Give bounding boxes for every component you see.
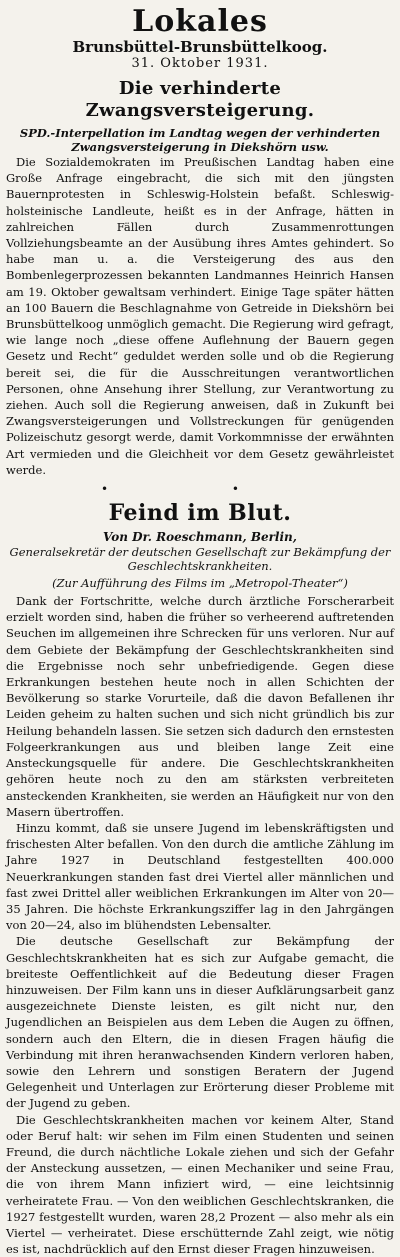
article-headline: Die verhinderte Zwangsversteigerung. bbox=[85, 78, 315, 121]
article-paragraph: Hinzu kommt, daß sie unsere Jugend im lebenskräftigsten und frischesten Alter befallen. Von den durch die amtliche Zählung im Jahre 1927 in Deutschland festgestellten 400.000 Neuerkrankungen standen fast drei Viertel aller männlichen und fast zwei Drittel aller weiblichen Erkrankungen im Alter von 20—35 Jahren. Die höchste Erkrankungsziffer lag in den Jahrgängen von 20—24, also im blühendsten Lebensalter. bbox=[6, 820, 394, 933]
article-body bbox=[6, 593, 394, 1257]
article-paragraph: Die Geschlechtskrankheiten machen vor keinem Alter, Stand oder Beruf halt: wir sehen im Film einen Studenten und seinen Freund, die durch nächtliche Lokale ziehen und sich der Gefahr der Ansteckung aussetzen, — einen Mechaniker und seine Frau, die von ihrem Mann infiziert wird, — eine leichtsinnig verheiratete Frau. — Von den weiblichen Geschlechtskranken, die 1927 festgestellt wurden, waren 28,2 Prozent — also mehr als ein Viertel — verheiratet. Diese erschütternde Zahl zeigt, wie nötig es ist, nachdrücklich auf den Ernst dieser Fragen hinzuweisen. bbox=[6, 1112, 394, 1257]
article-paragraph: Die deutsche Gesellschaft zur Bekämpfung der Geschlechtskrankheiten hat es sich zur Aufgabe gemacht, die breiteste Oeffentlichkeit auf die Bedeutung dieser Fragen hinzuweisen. Der Film kann uns in dieser Aufklärungsarbeit ganz ausgezeichnete Dienste leisten, es gilt nicht nur, den Jugendlichen an Beispielen aus dem Leben die Augen zu öffnen, sondern auch den Eltern, die in diesen Fragen häufig die Verbindung mit ihren heranwachsenden Kindern verloren haben, sowie den Lehrern und sonstigen Beratern der Jugend Gelegenheit und Unterlagen zur Erörterung dieser Probleme mit der Jugend zu geben. bbox=[6, 934, 394, 1111]
article-subheadline: SPD.-Interpellation im Landtag wegen der verhinderten Zwangsversteigerung in Diekshörn usw. bbox=[19, 126, 381, 154]
article-headline: Feind im Blut. bbox=[108, 500, 292, 527]
article-author: Von Dr. Roeschmann, Berlin, bbox=[103, 530, 297, 545]
author-role: Generalsekretär der deutschen Gesellschaft zur Bekämpfung der Geschlechtskrankheiten. bbox=[9, 545, 391, 574]
article-note: (Zur Aufführung des Films im „Metropol-Theater“) bbox=[52, 576, 348, 591]
article-body bbox=[6, 154, 394, 478]
section-masthead: Lokales bbox=[132, 4, 268, 39]
article-zwangsversteigerung bbox=[6, 78, 394, 478]
article-separator: • • bbox=[101, 482, 299, 497]
article-feind-im-blut bbox=[6, 500, 394, 1257]
dateline-date: 31. Oktober 1931. bbox=[131, 56, 269, 71]
dateline-place: Brunsbüttel-Brunsbüttelkoog. bbox=[72, 38, 328, 56]
article-paragraph: Die Sozialdemokraten im Preußischen Landtag haben eine Große Anfrage eingebracht, die sich mit den jüngsten Bauernprotesten in Schleswig-Holstein befaßt. Schleswig-holsteinische Landleute, heißt es in der Anfrage, hätten in zahlreichen Fällen durch Zusammenrottungen Vollziehungsbeamte an der Ausübung ihres Amtes gehindert. So habe man u. a. die Versteigerung des aus den Bombenlegerprozessen bekannten Landmannes Heinrich Hansen am 19. Oktober gewaltsam verhindert. Einige Tage später hätten an 100 Bauern die Beschlagnahme von Getreide in Diekshörn bei Brunsbüttelkoog unmöglich gemacht. Die Regierung wird gefragt, wie lange noch „diese offene Auflehnung der Bauern gegen Gesetz und Recht“ geduldet werden solle und ob die Regierung bereit sei, die für die Ausschreitungen verantwortlichen Personen, ohne Ansehung ihrer Stellung, zur Verantwortung zu ziehen. Auch soll die Regierung anweisen, daß in Zukunft bei Zwangsversteigerungen und Vollstreckungen für genügenden Polizeischutz gesorgt werde, damit Vorkommnisse der erwähnten Art vermieden und die Gleichheit vor dem Gesetz gewährleistet werde. bbox=[6, 155, 395, 477]
article-paragraph: Dank der Fortschritte, welche durch ärztliche Forscherarbeit erzielt worden sind, haben die früher so verheerend auftretenden Seuchen im allgemeinen ihre Schrecken für uns verloren. Nur auf dem Gebiete der Bekämpfung der Geschlechtskrankheiten sind die Ergebnisse noch sehr unbefriedigende. Gegen diese Erkrankungen bestehen heute noch in allen Schichten der Bevölkerung so starke Vorurteile, daß die davon Befallenen ihr Leiden geheim zu halten suchen und sich nicht gründlich bis zur Heilung behandeln lassen. Sie setzen sich dadurch den ernstesten Folgeerkrankungen aus und bleiben lange Zeit eine Ansteckungsquelle für andere. Die Geschlechtskrankheiten gehören heute noch zu den am stärksten verbreiteten ansteckenden Krankheiten, sie werden an Häufigkeit nur von den Masern übertroffen. bbox=[6, 594, 394, 819]
